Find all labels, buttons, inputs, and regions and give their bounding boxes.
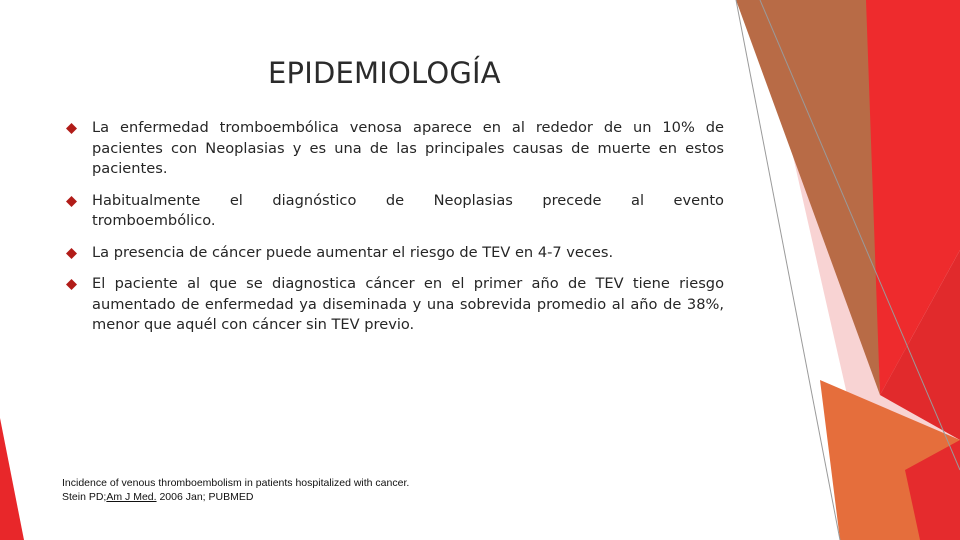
bullet-text: La presencia de cáncer puede aumentar el riesgo de TEV en 4-7 veces. [92,243,614,261]
diamond-bullet-icon [66,196,77,207]
left-red-triangle [0,418,24,540]
bullet-list [64,118,724,347]
bullet-text-line1: Habitualmente el diagnóstico de Neoplasias precede al evento [92,191,724,209]
right-brown-facet [736,0,880,395]
bullet-item [64,191,724,232]
slide-title: EPIDEMIOLOGÍA [268,56,501,90]
citation-journal-link[interactable]: Am J Med. [106,491,157,503]
citation-source [62,490,409,504]
bullet-item [64,118,724,180]
citation [62,476,409,504]
bullet-item [64,243,724,264]
citation-date: 2006 Jan; PUBMED [156,491,254,503]
bullet-text: El paciente al que se diagnostica cáncer en el primer año de TEV tiene riesgo aumentado de enfermedad ya diseminada y una sobrevida promedio al año de 38%, menor que aquél con cáncer sin TEV previo. [92,275,724,333]
bullet-item [64,274,724,336]
diamond-bullet-icon [66,248,77,259]
bullet-text: La enfermedad tromboembólica venosa aparece en al rededor de un 10% de pacientes con Neoplasias y es una de las principales causas de muerte en estos pacientes. [92,119,724,177]
citation-title: Incidence of venous thromboembolism in patients hospitalized with cancer. [62,477,410,489]
citation-authors: Stein PD; [62,491,107,503]
diamond-bullet-icon [66,123,77,134]
bullet-text-line2: tromboembólico. [92,212,216,229]
diamond-bullet-icon [66,279,77,290]
